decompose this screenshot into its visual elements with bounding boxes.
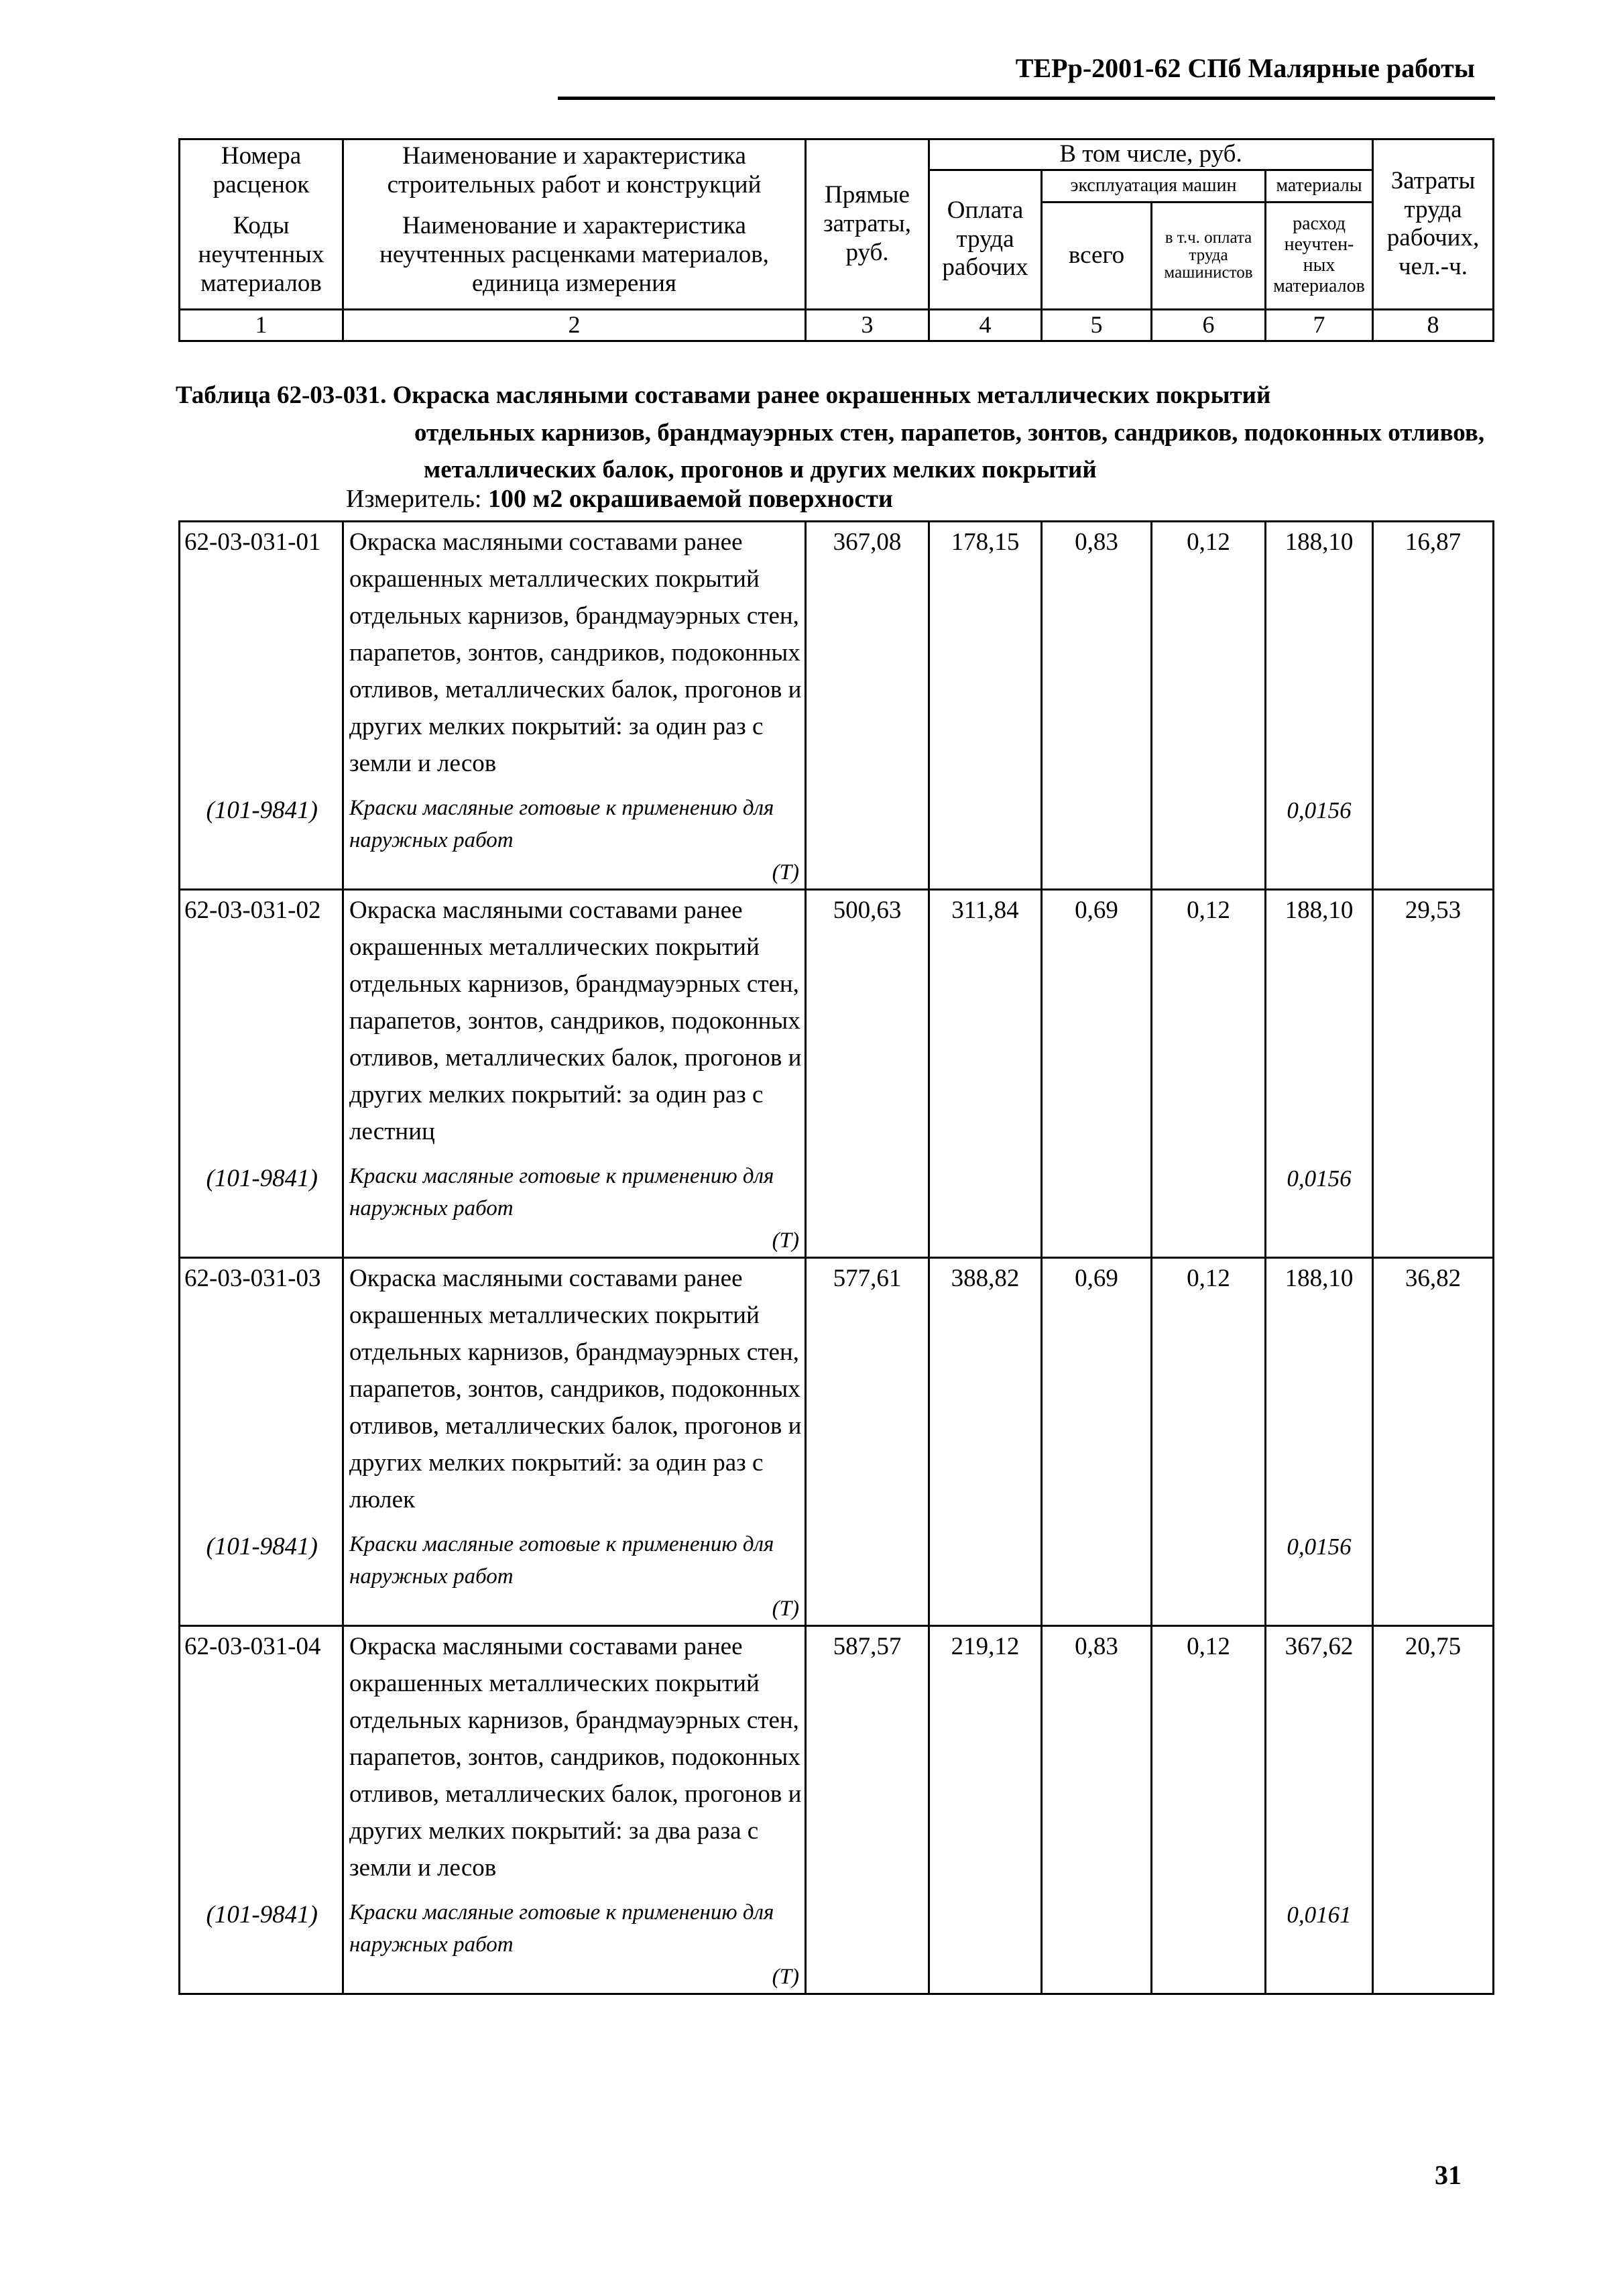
header-col2-bottom: Наименование и характеристика неучтенных расценками материалов, единица измерения xyxy=(343,202,806,309)
empty-cell xyxy=(929,1519,1042,1626)
document-header-title: ТЕРр-2001-62 СПб Малярные работы xyxy=(1015,53,1475,83)
caption-line-1: Таблица 62-03-031. Окраска масляными составами ранее окрашенных металлических покрытий xyxy=(176,382,1271,409)
empty-cell xyxy=(806,783,929,890)
header-col5: всего xyxy=(1042,202,1152,309)
measure-line xyxy=(346,484,893,514)
empty-cell xyxy=(929,1151,1042,1258)
rate-mach-total: 0,69 xyxy=(1042,890,1152,1151)
rate-mach-labor: 0,12 xyxy=(1152,890,1266,1151)
caption-line-2: отдельных карнизов, брандмауэрных стен, парапетов, зонтов, сандриков, подоконных отливов, xyxy=(414,418,1485,447)
rate-code: 62-03-031-03 xyxy=(180,1258,343,1519)
rate-row xyxy=(180,1258,1494,1519)
header-col6: в т.ч. оплата труда машинистов xyxy=(1152,202,1266,309)
rate-hours: 36,82 xyxy=(1373,1258,1494,1519)
rate-materials: 188,10 xyxy=(1266,1258,1373,1519)
rate-direct: 587,57 xyxy=(806,1626,929,1888)
rate-materials: 188,10 xyxy=(1266,522,1373,783)
rate-mach-total: 0,83 xyxy=(1042,1626,1152,1888)
empty-cell xyxy=(1373,1151,1494,1258)
material-row xyxy=(180,783,1494,890)
empty-cell xyxy=(1042,1887,1152,1994)
empty-cell xyxy=(1042,783,1152,890)
rate-code: 62-03-031-02 xyxy=(180,890,343,1151)
rate-row xyxy=(180,890,1494,1151)
header-col8: Затраты труда рабочих, чел.-ч. xyxy=(1373,139,1494,310)
material-description-text: Краски масляные готовые к применению для наружных работ xyxy=(349,1532,774,1589)
material-code: (101-9841) xyxy=(180,783,343,890)
rate-description: Окраска масляными составами ранее окрашенных металлических покрытий отдельных карнизов, брандмауэрных стен, парапетов, зонтов, сандриков, подоконных отливов, металлических балок, прогонов и других мелких покрытий: за один раз с люлек xyxy=(343,1258,806,1519)
empty-cell xyxy=(1152,1519,1266,1626)
rate-mach-total: 0,69 xyxy=(1042,1258,1152,1519)
material-code: (101-9841) xyxy=(180,1887,343,1994)
rate-code: 62-03-031-04 xyxy=(180,1626,343,1888)
empty-cell xyxy=(1152,783,1266,890)
rate-mach-total: 0,83 xyxy=(1042,522,1152,783)
empty-cell xyxy=(1042,1151,1152,1258)
measure-label: Измеритель: xyxy=(346,485,482,513)
material-description xyxy=(343,1151,806,1258)
material-unit: (Т) xyxy=(772,1965,799,1989)
header-col2-top: Наименование и характеристика строительных работ и конструкций xyxy=(343,139,806,203)
material-consumption: 0,0156 xyxy=(1266,1519,1373,1626)
material-consumption: 0,0156 xyxy=(1266,783,1373,890)
rate-code: 62-03-031-01 xyxy=(180,522,343,783)
rate-direct: 577,61 xyxy=(806,1258,929,1519)
header-num-7: 7 xyxy=(1266,309,1373,341)
material-description-text: Краски масляные готовые к применению для наружных работ xyxy=(349,1900,774,1957)
header-col1-bottom: Коды неучтенных материалов xyxy=(180,202,343,309)
header-rule xyxy=(558,97,1495,100)
rate-labor: 388,82 xyxy=(929,1258,1042,1519)
rate-hours: 20,75 xyxy=(1373,1626,1494,1888)
rate-mach-labor: 0,12 xyxy=(1152,1626,1266,1888)
measure-value: 100 м2 окрашиваемой поверхности xyxy=(488,485,893,513)
table-header xyxy=(178,138,1494,342)
rate-description: Окраска масляными составами ранее окрашенных металлических покрытий отдельных карнизов, брандмауэрных стен, парапетов, зонтов, сандриков, подоконных отливов, металлических балок, прогонов и других мелких покрытий: за два раза с земли и лесов xyxy=(343,1626,806,1888)
rate-description: Окраска масляными составами ранее окрашенных металлических покрытий отдельных карнизов, брандмауэрных стен, парапетов, зонтов, сандриков, подоконных отливов, металлических балок, прогонов и других мелких покрытий: за один раз с лестниц xyxy=(343,890,806,1151)
material-code: (101-9841) xyxy=(180,1151,343,1258)
rate-direct: 500,63 xyxy=(806,890,929,1151)
empty-cell xyxy=(806,1519,929,1626)
header-group-materials: материалы xyxy=(1266,170,1373,202)
rate-labor: 311,84 xyxy=(929,890,1042,1151)
empty-cell xyxy=(806,1151,929,1258)
material-consumption: 0,0156 xyxy=(1266,1151,1373,1258)
rate-materials: 367,62 xyxy=(1266,1626,1373,1888)
material-code: (101-9841) xyxy=(180,1519,343,1626)
header-num-4: 4 xyxy=(929,309,1042,341)
empty-cell xyxy=(1373,1519,1494,1626)
header-num-5: 5 xyxy=(1042,309,1152,341)
rate-labor: 219,12 xyxy=(929,1626,1042,1888)
material-unit: (Т) xyxy=(772,1228,799,1253)
rate-hours: 29,53 xyxy=(1373,890,1494,1151)
header-col3: Прямые затраты, руб. xyxy=(806,139,929,310)
material-description xyxy=(343,783,806,890)
header-col4: Оплата труда рабочих xyxy=(929,170,1042,309)
header-col1-top: Номера расценок xyxy=(180,139,343,203)
material-description-text: Краски масляные готовые к применению для наружных работ xyxy=(349,796,774,852)
rate-materials: 188,10 xyxy=(1266,890,1373,1151)
rate-description: Окраска масляными составами ранее окрашенных металлических покрытий отдельных карнизов, брандмауэрных стен, парапетов, зонтов, сандриков, подоконных отливов, металлических балок, прогонов и других мелких покрытий: за один раз с земли и лесов xyxy=(343,522,806,783)
material-row xyxy=(180,1519,1494,1626)
empty-cell xyxy=(929,1887,1042,1994)
rate-row xyxy=(180,1626,1494,1888)
header-col7: расход неучтен- ных материалов xyxy=(1266,202,1373,309)
header-num-3: 3 xyxy=(806,309,929,341)
header-num-8: 8 xyxy=(1373,309,1494,341)
empty-cell xyxy=(1373,1887,1494,1994)
rate-row xyxy=(180,522,1494,783)
header-group-machines: эксплуатация машин xyxy=(1042,170,1266,202)
material-unit: (Т) xyxy=(772,860,799,884)
material-description xyxy=(343,1887,806,1994)
rate-hours: 16,87 xyxy=(1373,522,1494,783)
table-caption xyxy=(176,377,1503,489)
empty-cell xyxy=(929,783,1042,890)
rate-direct: 367,08 xyxy=(806,522,929,783)
empty-cell xyxy=(1152,1151,1266,1258)
header-num-6: 6 xyxy=(1152,309,1266,341)
header-num-1: 1 xyxy=(180,309,343,341)
rate-mach-labor: 0,12 xyxy=(1152,522,1266,783)
material-description xyxy=(343,1519,806,1626)
material-description-text: Краски масляные готовые к применению для наружных работ xyxy=(349,1164,774,1220)
page-number: 31 xyxy=(1435,2160,1462,2190)
material-row xyxy=(180,1887,1494,1994)
empty-cell xyxy=(1152,1887,1266,1994)
header-num-2: 2 xyxy=(343,309,806,341)
material-consumption: 0,0161 xyxy=(1266,1887,1373,1994)
rates-body xyxy=(180,522,1494,1994)
caption-line-3: металлических балок, прогонов и других мелких покрытий xyxy=(424,456,1097,483)
empty-cell xyxy=(1042,1519,1152,1626)
rates-table xyxy=(178,520,1494,1995)
material-unit: (Т) xyxy=(772,1597,799,1621)
empty-cell xyxy=(806,1887,929,1994)
rate-labor: 178,15 xyxy=(929,522,1042,783)
rate-mach-labor: 0,12 xyxy=(1152,1258,1266,1519)
material-row xyxy=(180,1151,1494,1258)
empty-cell xyxy=(1373,783,1494,890)
header-group-incl: В том числе, руб. xyxy=(929,139,1373,170)
